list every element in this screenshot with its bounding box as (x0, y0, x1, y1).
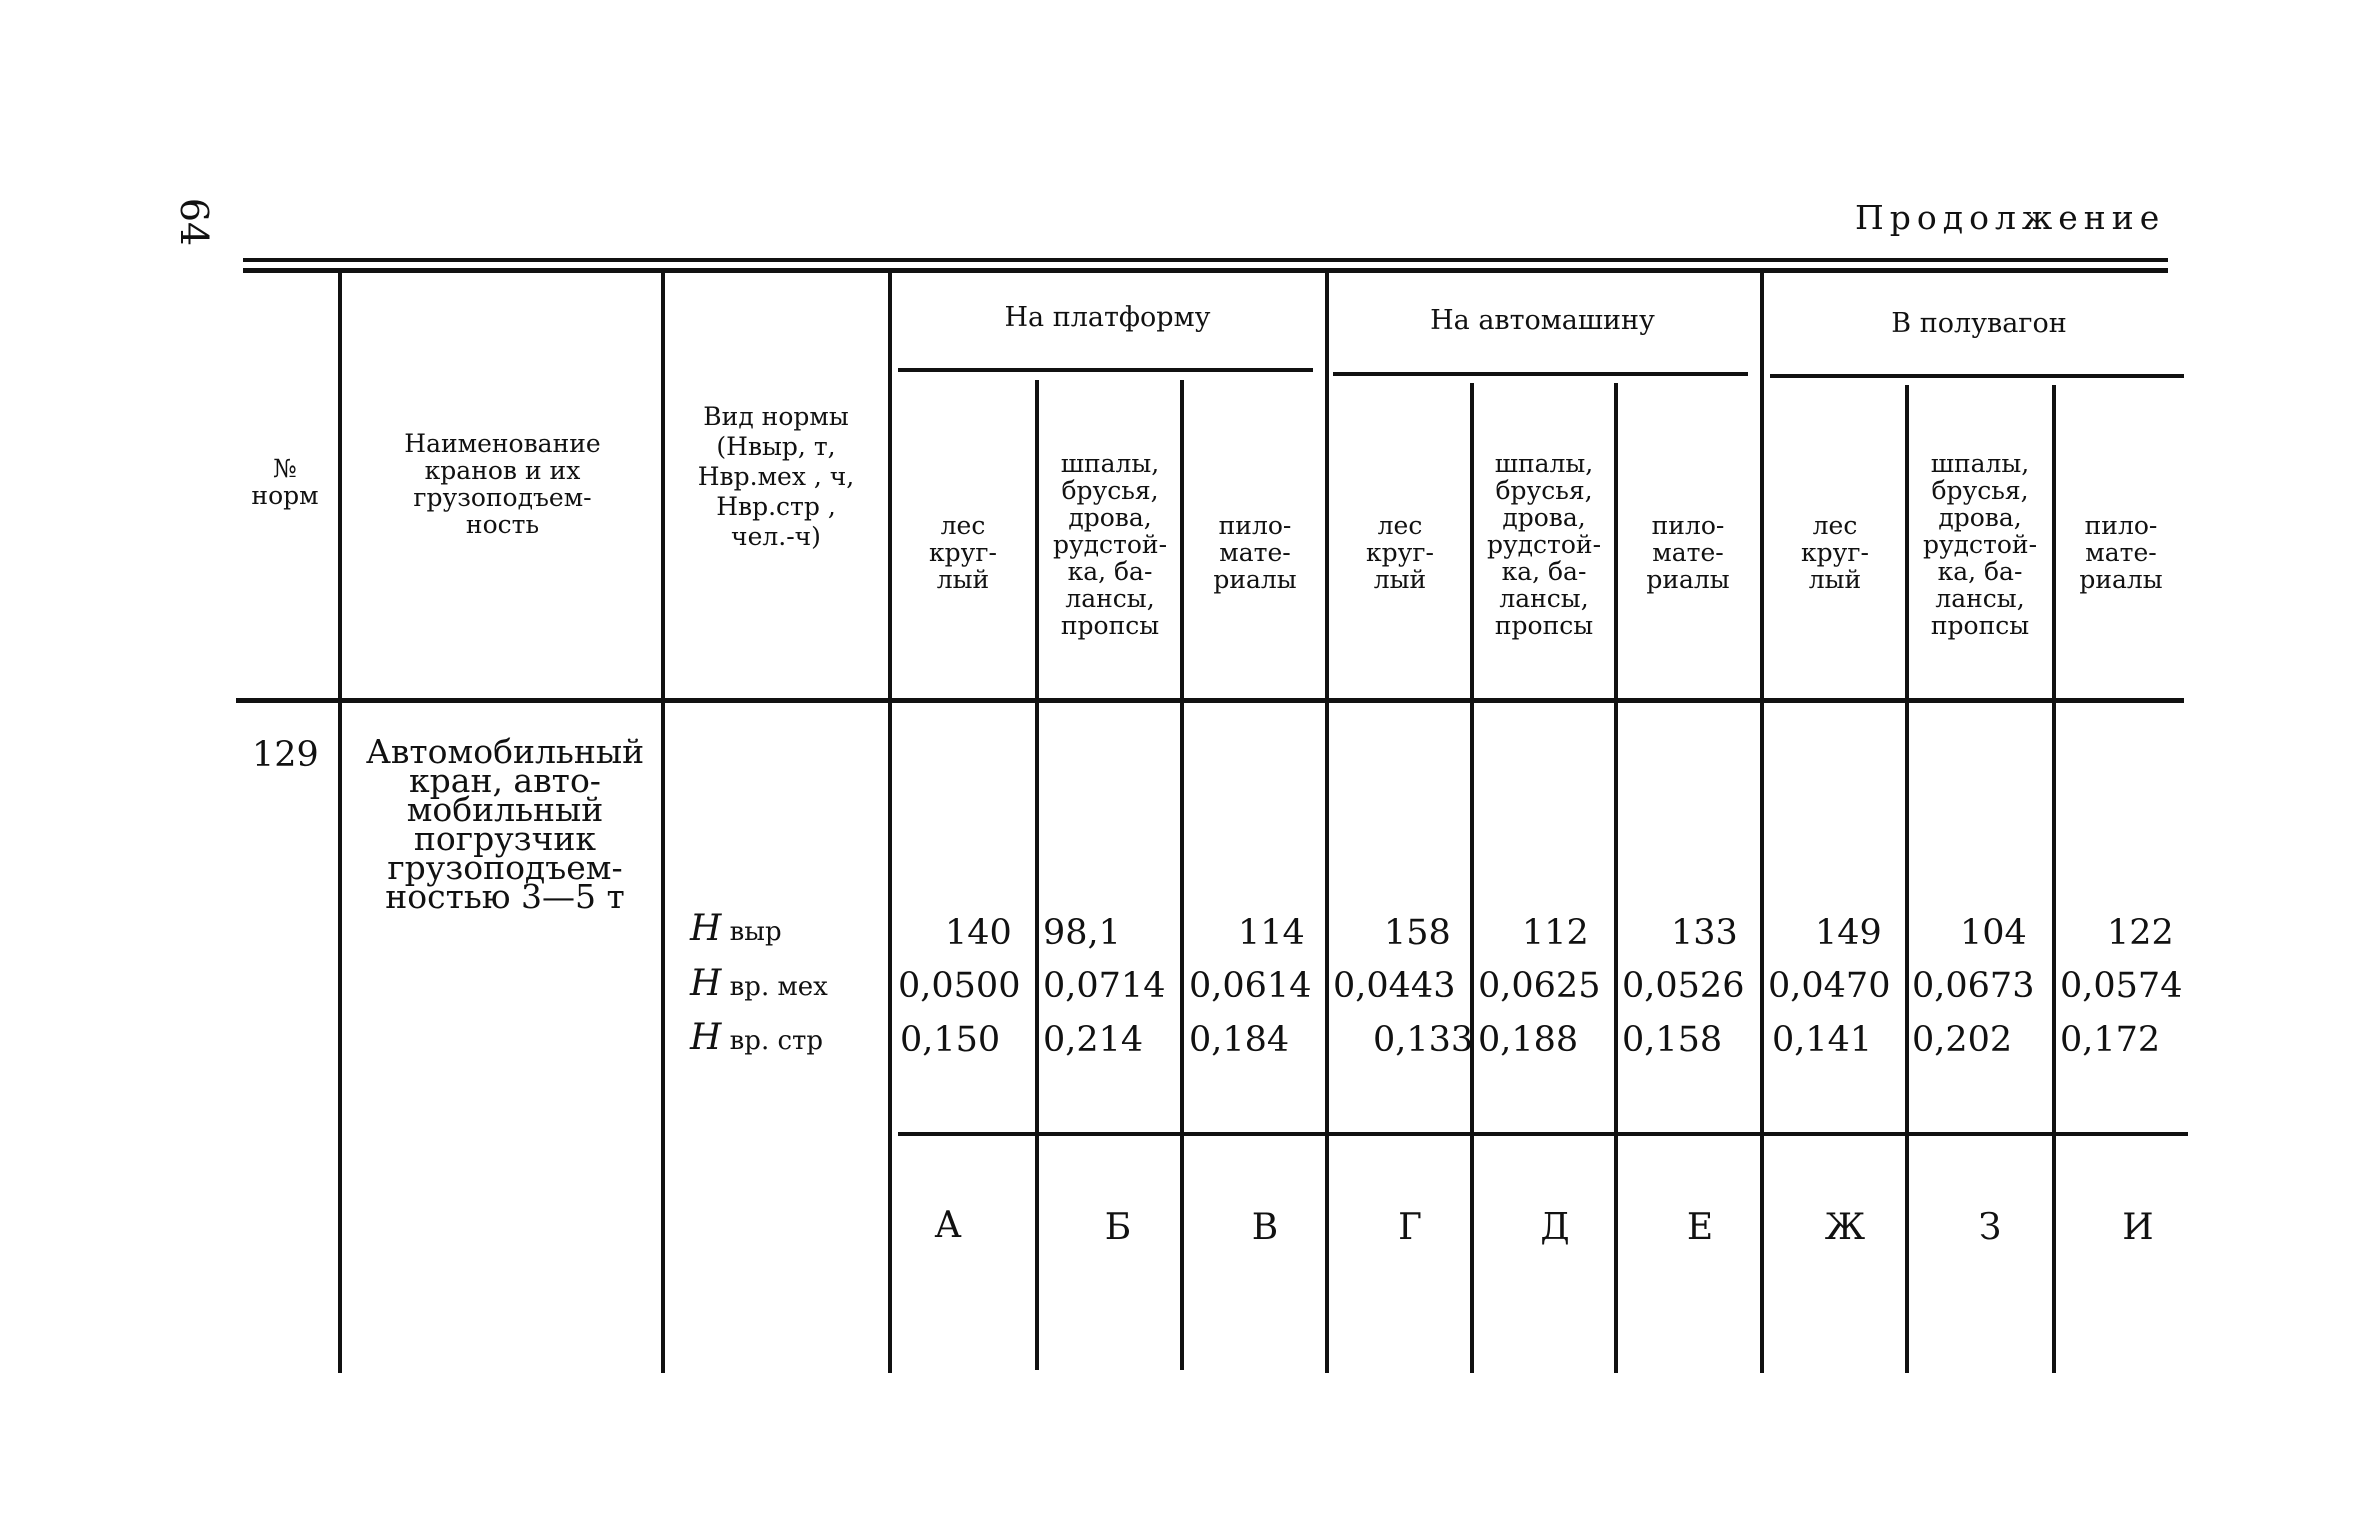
value-cell: 0,141 (1772, 1020, 1873, 1060)
value-cell: 0,0714 (1043, 966, 1166, 1006)
sub-sleepers-platform: шпалы, брусья, дрова, рудстой- ка, ба- лансы, пропсы (1052, 449, 1168, 640)
norm-label-output: Н выр (690, 908, 782, 949)
value-cell: 140 (945, 913, 1012, 953)
row-name: Автомобильный кран, авто- мобильный погрузчик грузоподъем- ностью 3—5 т (365, 732, 645, 916)
column-letter: В (1251, 1207, 1279, 1248)
sub-round-platform: лес круг- лый (929, 511, 997, 594)
top-rule (243, 258, 2168, 262)
col-line-5 (1760, 273, 1764, 1373)
header-name: Наименование кранов и их грузоподъем- ность (404, 429, 601, 539)
value-cell: 0,133 (1373, 1020, 1474, 1060)
sub-lumber-platform: пило- мате- риалы (1213, 511, 1297, 594)
value-cell: 0,188 (1478, 1020, 1579, 1060)
value-cell: 133 (1671, 913, 1738, 953)
value-cell: 0,0526 (1622, 966, 1745, 1006)
value-cell: 122 (2107, 913, 2174, 953)
letters-rule (898, 1132, 2188, 1136)
value-cell: 0,0500 (898, 966, 1021, 1006)
sub-round-gondola: лес круг- лый (1801, 511, 1869, 594)
header-num: № норм (251, 454, 319, 510)
value-cell: 0,0470 (1768, 966, 1891, 1006)
value-cell: 0,150 (900, 1020, 1001, 1060)
norm-label-mech-time: Н вр. мех (690, 963, 828, 1004)
group-rule-gondola (1770, 374, 2184, 378)
continuation-label: Продолжение (1855, 198, 2166, 237)
column-letter: Д (1540, 1207, 1570, 1248)
column-letter: И (2122, 1207, 2154, 1248)
column-letter: Ж (1824, 1207, 1866, 1248)
col-line-1 (338, 273, 342, 1373)
sub-lumber-auto: пило- мате- риалы (1646, 511, 1730, 594)
value-cell: 104 (1960, 913, 2027, 953)
top-rule-2 (243, 268, 2168, 273)
row-number: 129 (252, 735, 319, 775)
column-letter: А (934, 1205, 962, 1246)
column-letter: Е (1686, 1207, 1714, 1248)
header-rule (236, 698, 2184, 703)
group-gondola: В полувагон (1891, 308, 2067, 339)
col-line-2 (661, 273, 665, 1373)
value-cell: 149 (1815, 913, 1882, 953)
group-platform: На платформу (1004, 302, 1211, 333)
col-line-a-b (1035, 380, 1039, 1370)
column-letter: З (1978, 1207, 2002, 1248)
sub-sleepers-auto: шпалы, брусья, дрова, рудстой- ка, ба- лансы, пропсы (1486, 449, 1602, 640)
column-letter: Г (1398, 1207, 1422, 1248)
value-cell: 0,0614 (1189, 966, 1312, 1006)
value-cell: 112 (1522, 913, 1589, 953)
column-letter: Б (1104, 1207, 1132, 1248)
value-cell: 0,202 (1912, 1020, 2013, 1060)
group-rule-platform (898, 368, 1313, 372)
value-cell: 0,158 (1622, 1020, 1723, 1060)
value-cell: 0,0625 (1478, 966, 1601, 1006)
value-cell: 158 (1384, 913, 1451, 953)
value-cell: 0,0673 (1912, 966, 2035, 1006)
col-line-g-h (1905, 385, 1909, 1373)
col-line-4 (1325, 273, 1329, 1373)
header-norm: Вид нормы (Нвыр, т, Нвр.мех , ч, Нвр.стр , чел.-ч) (697, 402, 855, 551)
value-cell: 0,0574 (2060, 966, 2183, 1006)
value-cell: 98,1 (1043, 913, 1121, 953)
value-cell: 0,214 (1043, 1020, 1144, 1060)
value-cell: 0,0443 (1333, 966, 1456, 1006)
page-number: 64 (172, 197, 217, 247)
sub-lumber-gondola: пило- мате- риалы (2079, 511, 2163, 594)
col-line-b-c (1180, 380, 1184, 1370)
sub-round-auto: лес круг- лый (1366, 511, 1434, 594)
value-cell: 0,172 (2060, 1020, 2161, 1060)
norm-label-build-time: Н вр. стр (690, 1017, 824, 1058)
group-rule-auto (1333, 372, 1748, 376)
value-cell: 114 (1238, 913, 1305, 953)
sub-sleepers-gondola: шпалы, брусья, дрова, рудстой- ка, ба- лансы, пропсы (1922, 449, 2038, 640)
group-auto: На автомашину (1430, 305, 1655, 336)
value-cell: 0,184 (1189, 1020, 1290, 1060)
